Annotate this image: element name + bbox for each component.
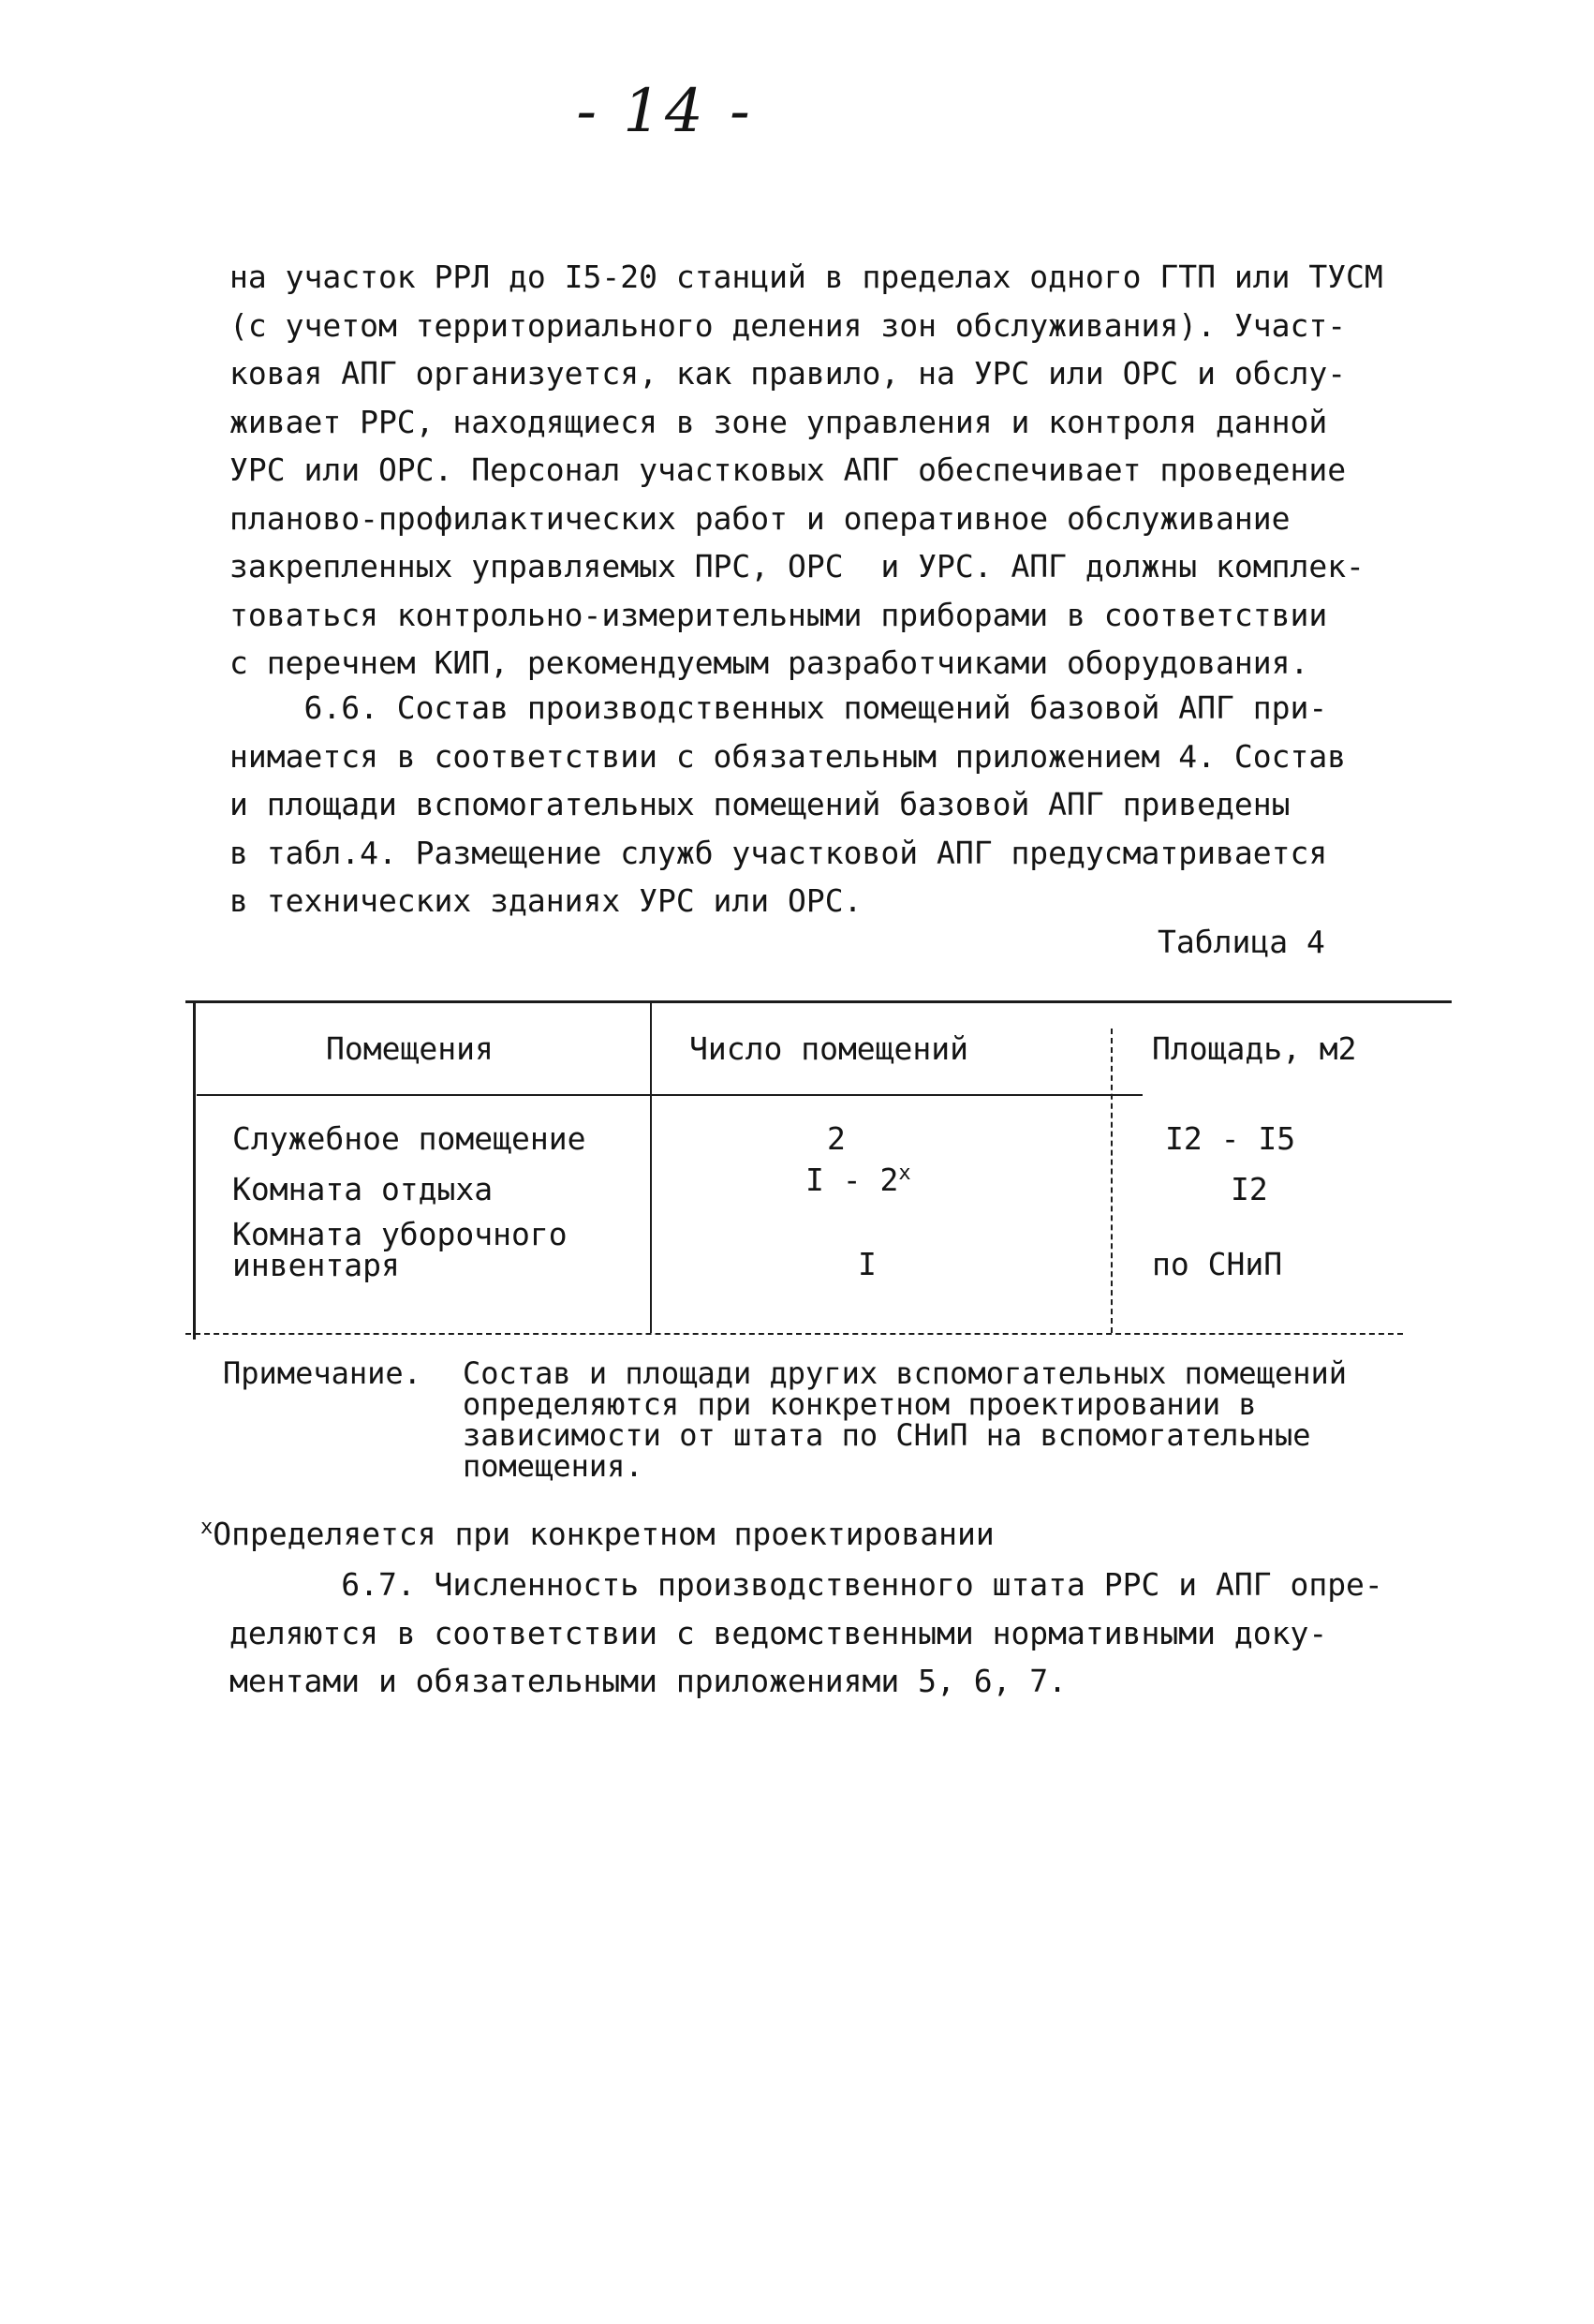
table-top-rule (185, 1000, 1452, 1003)
text-line: нимается в соответствии с обязательным приложением 4. Состав (229, 737, 1347, 775)
table-cell-area: I2 - I5 (1165, 1120, 1296, 1157)
table-header-count: Число помещений (689, 1030, 969, 1067)
text-line: на участок РРЛ до I5-20 станций в пределах одного ГТП или ТУСМ (229, 259, 1383, 295)
text-line: 6.7. Численность производственного штата РРС и АПГ опре- (229, 1566, 1383, 1603)
table-bottom-rule (185, 1333, 1403, 1335)
table-column-rule (1111, 1029, 1113, 1333)
text-line: ментами и обязательными приложениями 5, 6, 7. (229, 1663, 1068, 1699)
table-4 (185, 1000, 1452, 1342)
count-value: I - 2 (805, 1162, 899, 1198)
footnote-marker: x (898, 1162, 911, 1185)
footnote-text: Определяется при конкретном проектировании (213, 1516, 995, 1552)
table-column-rule (650, 1000, 652, 1333)
note-label: Примечание. (223, 1355, 421, 1391)
table-cell-count: I (858, 1246, 877, 1282)
table-header-rule (197, 1094, 1143, 1096)
table-cell-area: по СНиП (1152, 1246, 1283, 1282)
table-cell-room: Служебное помещение (232, 1120, 586, 1157)
table-cell-room: Комната уборочного инвентаря (232, 1216, 568, 1283)
table-cell-count (805, 1162, 911, 1199)
text-line: закрепленных управляемых ПРС, ОРС и УРС. АПГ должны комплек- (229, 548, 1365, 585)
table-left-rule (193, 1000, 196, 1340)
footnote-marker: x (200, 1516, 214, 1539)
paragraph-6-6 (229, 684, 1447, 925)
table-caption: Таблица 4 (1158, 924, 1325, 960)
text-line: живает РРС, находящиеся в зоне управления и контроля данной (229, 403, 1328, 440)
table-header-room: Помещения (326, 1030, 494, 1067)
table-cell-area: I2 (1231, 1171, 1268, 1207)
table-cell-count: 2 (827, 1120, 846, 1157)
table-header-area: Площадь, м2 (1152, 1030, 1357, 1067)
note-text: Состав и площади других вспомогательных помещений определяются при конкретном проектировании в зависимости от штата по СНиП на вспомогательные помещения. (463, 1355, 1348, 1484)
page-number: - 14 - (576, 77, 754, 146)
text-line: планово-профилактических работ и оперативное обслуживание (229, 499, 1291, 537)
text-line: в технических зданиях УРС или ОРС. (229, 882, 863, 919)
footnote (200, 1516, 995, 1552)
text-line: товаться контрольно-измерительными приборами в соответствии (229, 596, 1328, 633)
text-line: 6.6. Состав производственных помещений базовой АПГ при- (229, 689, 1328, 726)
text-line: с перечнем КИП, рекомендуемым разработчиками оборудования. (229, 644, 1309, 681)
table-cell-room: Комната отдыха (232, 1171, 494, 1207)
text-line: ковая АПГ организуется, как правило, на УРС или ОРС и обслу- (229, 355, 1347, 392)
paragraph-6-7 (229, 1561, 1447, 1706)
text-line: в табл.4. Размещение служб участковой АПГ предусматривается (229, 834, 1328, 871)
text-line: (с учетом территориального деления зон обслуживания). Участ- (229, 306, 1347, 344)
paragraph-continuation (229, 253, 1447, 688)
text-line: и площади вспомогательных помещений базовой АПГ приведены (229, 786, 1291, 822)
text-line: деляются в соответствии с ведомственными нормативными доку- (229, 1614, 1328, 1651)
text-line: УРС или ОРС. Персонал участковых АПГ обеспечивает проведение (229, 451, 1347, 488)
